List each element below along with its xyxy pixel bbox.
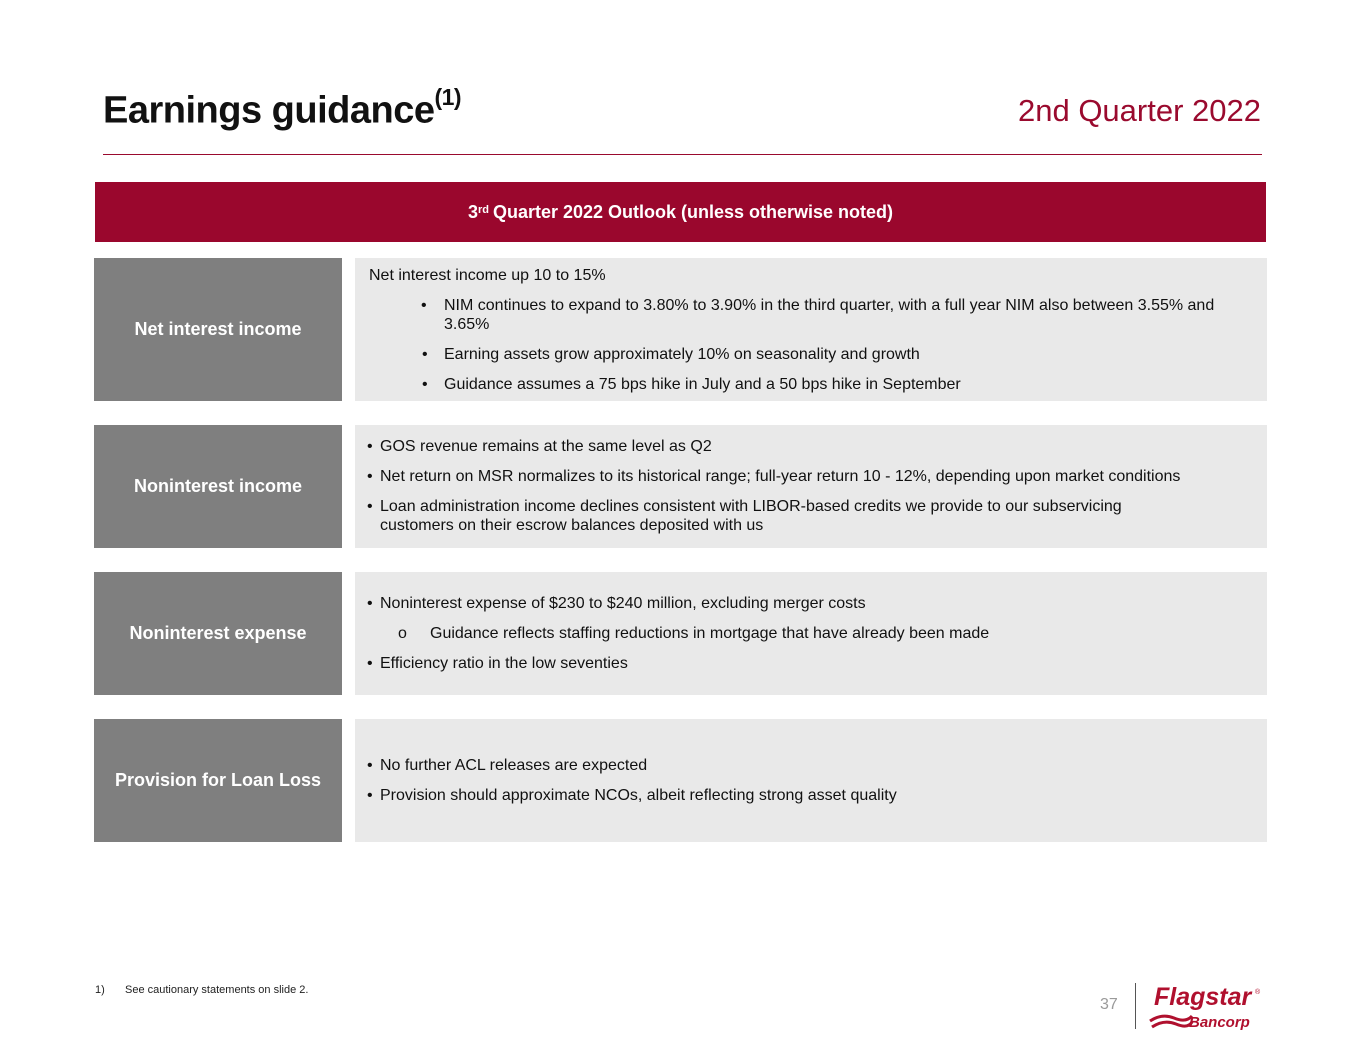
- section-label: Noninterest expense: [94, 572, 342, 695]
- section-noninterest-income: [94, 425, 1267, 548]
- section-label: Provision for Loan Loss: [94, 719, 342, 842]
- page-number: 37: [1100, 996, 1118, 1013]
- list-item: o Guidance reflects staffing reductions in mortgage that have already been made: [398, 625, 990, 642]
- svg-text:Flagstar: Flagstar: [1154, 983, 1252, 1011]
- list-item: • No further ACL releases are expected: [367, 757, 648, 774]
- outlook-banner: 3 $^{rd}$ Quarter 2022 Outlook (unless otherwise noted): [95, 182, 1266, 242]
- section-provision-for-loan-loss: [94, 719, 1267, 842]
- section-label: Net interest income: [94, 258, 342, 401]
- list-item: • GOS revenue remains at the same level as Q2: [367, 438, 712, 455]
- section-noninterest-expense: [94, 572, 1267, 695]
- section-content: [355, 719, 1267, 842]
- list-item: • Noninterest expense of $230 to $240 million, excluding merger costs: [367, 595, 866, 612]
- svg-text:®: ®: [1255, 989, 1261, 996]
- logo-divider: [1135, 983, 1136, 1029]
- flagstar-logo: [1148, 980, 1263, 1032]
- section-content: [355, 572, 1267, 695]
- list-item: • Provision should approximate NCOs, albeit reflecting strong asset quality: [367, 787, 897, 804]
- list-item: • Guidance assumes a 75 bps hike in July and a 50 bps hike in September: [422, 376, 961, 393]
- list-item: • NIM continues to expand to 3.80% to 3.90% in the third quarter, with a full year NIM also between 3.55% and 3.65%: [421, 297, 1215, 333]
- svg-text:Bancorp: Bancorp: [1189, 1014, 1250, 1031]
- section-content: [355, 258, 1267, 401]
- list-item: • Loan administration income declines consistent with LIBOR-based credits we provide to our subservicing customers on their escrow balances deposited with us: [367, 498, 1122, 534]
- list-item: • Earning assets grow approximately 10% on seasonality and growth: [422, 346, 920, 363]
- period-label: 2nd Quarter 2022: [1017, 93, 1261, 128]
- page-title: Earnings guidance$^{(1)}$: [103, 84, 462, 132]
- list-item: • Efficiency ratio in the low seventies: [367, 655, 628, 672]
- section-content: [355, 425, 1267, 548]
- section-net-interest-income: [94, 258, 1267, 401]
- header-divider: [103, 154, 1262, 155]
- list-item: • Net return on MSR normalizes to its historical range; full-year return 10 - 12%, depending upon market conditions: [367, 468, 1181, 485]
- section-label: Noninterest income: [94, 425, 342, 548]
- footnote: 1) See cautionary statements on slide 2.: [95, 984, 309, 996]
- lead-text: Net interest income up 10 to 15%: [369, 267, 606, 284]
- title-footnote-ref: (1): [434, 84, 462, 110]
